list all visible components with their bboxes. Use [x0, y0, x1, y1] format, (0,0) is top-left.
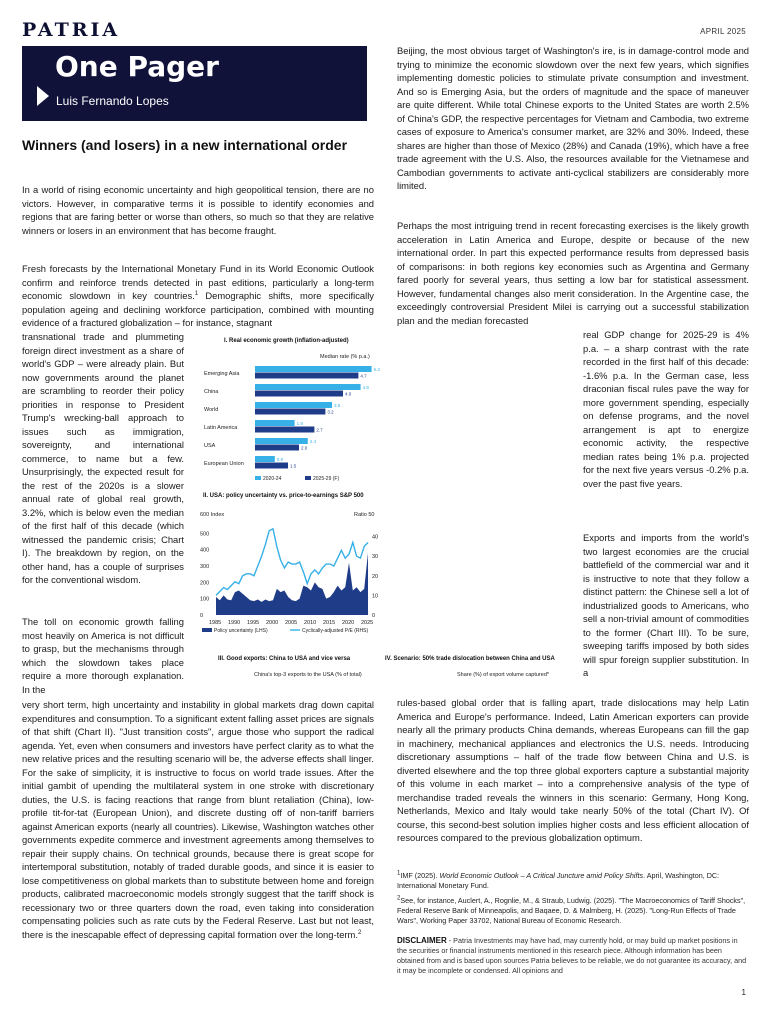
footnote-1-author: IMF (2025). — [400, 871, 440, 880]
page-number: 1 — [741, 988, 746, 997]
chart-1-bar — [255, 420, 295, 426]
chart-1-data-label: 3.5 — [334, 403, 341, 408]
footnote-1-title: World Economic Outlook – A Critical Juncture amid Policy Shifts — [439, 871, 644, 880]
left-paragraph-2-wrap: transnational trade and plummeting foreign direct investment as a share of world's GDP – were already plain. But now governments around the planet are scrambling to reorder their policy priorities in response to President Trump's wrecking-ball approach to issues such as immigration, sovereignty, and international commerce, to name but a few. Unsurprisingly, the expected result for the rest of the 2020s is a slower annual rate of global real growth, 3.2%, which is below even the median of the first half of this decade (which witnessed the pandemic crisis; Chart I). The breakdown by region, on the other hand, has a couple of surprises for the conventional wisdom. — [22, 331, 184, 585]
chart-1-data-label: 2.0 — [301, 445, 308, 451]
chart-1-category-label: European Union — [204, 461, 244, 467]
disclaimer — [397, 936, 747, 976]
right-paragraph-2-wrap: real GDP change for 2025-29 is 4% p.a. – a sharp contrast with the rate recorded in the first half of this decade: -1.6% p.a. In the German case, less draconian fiscal rules pave the way for more government spending, especially on defense programs, and the novel arrangement is apt to energize economic activity, the respective median rates being 1% p.a. projected for the next five years versus -0.2% p.a. over the past five years. — [583, 329, 749, 489]
chart-1-bar — [255, 391, 343, 397]
chart-1-legend-label: 2025-29 (F) — [313, 476, 340, 482]
footnote-1-source: . April, Washington, DC: International Monetary Fund. — [397, 871, 720, 890]
chart-2-left-tick-label: 100 — [200, 596, 210, 603]
chart-2-left-tick-label: 500 — [200, 531, 210, 538]
chart-2-x-tick-label: 1995 — [247, 620, 260, 626]
chart-2-right-tick-label: 20 — [372, 573, 379, 580]
chart-2-right-tick-label: 10 — [372, 593, 379, 600]
footnote-marker-1[interactable]: 1 — [194, 290, 199, 297]
chart-1-legend-swatch — [255, 476, 261, 480]
right-paragraph-1: Beijing, the most obvious target of Washington's ire, is in damage-control mode and trying to minimize the economic slowdown over the next few years, which signifies implementing domestic policies to stimulate private consumption and investment. And so is Emerging Asia, but the orders of magnitude and the space of maneuver are quite different. While total Chinese exports to the United States are worth 2.5% of China's GDP, the respective percentages for Vietnam and Cambodia, two extreme cases of exposure to America's consumer market, are 32% and 30%. Indeed, these shares are higher than those of Mexico (28%) and Canada (19%), which have a free trade agreement with the U.S. Also, the resources available for the Vietnamese and Cambodian governments to activate anti-cyclical stabilizers are considerably more limited. — [397, 45, 749, 191]
disclaimer-text: - Patria Investments may have had, may currently hold, or may build up market positions in the securities or financial instruments mentioned in this research piece. Although information has been obtained from and is based upon sources Patria believes to be reliable, we do not guarantee its accuracy, and it may be incomplete or condensed. All opinions and — [397, 936, 747, 975]
banner-title: One Pager — [55, 50, 219, 83]
chart-1-bar — [255, 456, 275, 462]
left-paragraph-2-text-cont: Demographic shifts, more specifically population ageing and declining workforce participation, combined with mounting evidence of a fractured globalization – for instance, stagnant — [22, 290, 374, 328]
footnote-marker-2[interactable]: 2 — [357, 929, 362, 936]
chart-1-bar — [255, 384, 361, 390]
chart-4-subtitle: Share (%) of export volume captured* — [457, 672, 550, 678]
chart-1-bar — [255, 409, 325, 415]
footnote-1 — [397, 871, 747, 891]
chart-1-data-label: 2.7 — [316, 427, 323, 433]
left-paragraph-2 — [22, 262, 374, 330]
chart-1-bar-chart — [200, 362, 380, 492]
chart-2-right-tick-label: 0 — [372, 613, 376, 619]
chart-2-legend-label: Policy uncertainty (LHS) — [214, 628, 268, 634]
chart-1-legend-swatch — [305, 476, 311, 480]
chart-1-legend-label: 2020-24 — [263, 476, 282, 482]
title-banner — [22, 46, 367, 121]
chart-2-x-tick-label: 2015 — [323, 620, 336, 626]
chart-2-x-tick-label: 2025 — [361, 620, 374, 626]
left-paragraph-3: The toll on economic growth falling most heavily on America is not difficult to grasp, but the mechanisms through which the slowdown takes place require a more thorough explanation. In the — [22, 616, 184, 695]
left-paragraph-3-text: very short term, high uncertainty and instability in global markets drag down capital expenditures and consumption. To a significant extent falling asset prices are signals of that shift (Chart II). "Just transition costs", argue those who support the radical agenda. Yet, even when consumers and investors have perfect clarity as to what the new relative prices and the resulting scenario will be, the adverse effects shall linger. For the sake of simplicity, it is instructive to focus on world trade issues. After the initial gambit of upending the multilateral system in one stroke with discretionary duties, the U.S. is facing reactions that range from blunt retaliation (China), low-profile tit-for-tat (European Union), and discrete dusting off of non-tariff barriers against American exports (nearly all countries). Likewise, Washington watches other governments expedite commerce and investment agreements among themselves to repair their supply chains. On technical grounds, because there is great scope for intertemporal substitution, notably of traded durable goods, and since it is easier to lose competitiveness on global markets than to substitute between home and foreign products, calibrated macroeconomic models strongly suggest that the tariff shock is recessionary two or three quarters down the road, even taking into consideration compensating policies such as rate cuts by the Federal Reserve. Last but not least, there is the inescapable effect of depressing capital formation over the long-term. — [22, 699, 374, 940]
chart-1-subtitle: Median rate (% p.a.) — [320, 354, 370, 360]
chart-1-bar — [255, 366, 372, 372]
article-headline: Winners (and losers) in a new international order — [22, 137, 348, 153]
right-paragraph-3: Exports and imports from the world's two largest economies are the crucial battlefield of the commercial war and it is instructive to note that they follow a distinct pattern: the Chinese sell a lot of industrialized goods to Americans, who sell a non-trivial amount of commodities to the former (Chart III). To be sure, sweeping tariffs imposed by both sides will spur foreign supplier substitution. In a — [583, 532, 749, 678]
chart-1-bar — [255, 373, 358, 379]
chart-1-bar — [255, 463, 288, 469]
chart-2-left-axis-label: 600 Index — [200, 512, 225, 518]
chart-2-x-tick-label: 1985 — [209, 620, 222, 626]
chart-2-line-chart — [198, 507, 388, 647]
chart-3-subtitle: China's top-3 exports to the USA (% of total) — [254, 672, 362, 678]
right-paragraph-3-cont: rules-based global order that is falling apart, trade dislocations may help Latin America and Europe's performance. Indeed, Latin American exporters can provide nearly all the primary products China demands, whereas Europeans can fill the gap in machinery, mechanical appliances and electronics the U.S. needs. Introducing discretionary assumptions – half of the trade flow between China and U.S. is diverted elsewhere and the top three global exporters capture a substantial majority of this volume in each market – into a comprehensive analysis of the type of merchandise traded reveals the winners in this scenario: Germany, Hong Kong, Netherlands, Mexico and Italy would take nearly 50% of the total (Chart IV). Of course, this second-best solution implies higher costs and less efficient allocation of resources compared to the previous globalization optimum. — [397, 697, 749, 843]
chart-1-data-label: 3.2 — [327, 409, 334, 415]
chart-2-left-tick-label: 200 — [200, 580, 210, 587]
footnote-1-number: 1 — [397, 870, 401, 877]
chart-2-right-tick-label: 40 — [372, 534, 379, 541]
chart-1-data-label: 4.0 — [345, 391, 352, 397]
chart-2-right-axis-label: Ratio 50 — [354, 512, 375, 518]
chart-1-bar — [255, 402, 332, 408]
chart-2-x-tick-label: 2010 — [304, 620, 317, 626]
chart-2-left-tick-label: 300 — [200, 564, 210, 570]
chart-2-x-tick-label: 1990 — [228, 620, 241, 626]
right-paragraph-2: Perhaps the most intriguing trend in recent forecasting exercises is the likely growth acceleration in Latin America and Europe, despite or because of the new international order. In part this expected performance results from depressed basis of comparisons: in both regions key economies such as Argentina and Germany fared poorly for several years, thus setting a low bar for statistical assessment. However, fundamental changes also merit consideration. In the Argentine case, the exceedingly controversial President Milei is carrying out a successful stabilization plan and the median forecasted — [397, 220, 749, 326]
chart-1-data-label: 1.5 — [290, 463, 297, 469]
chart-1-category-label: USA — [204, 443, 216, 449]
chart-2-pe-line — [216, 529, 368, 596]
author-name: Luis Fernando Lopes — [56, 94, 169, 108]
chart-1-data-label: 1.8 — [296, 421, 303, 426]
chart-2-left-tick-label: 0 — [200, 613, 204, 619]
chart-1-title: I. Real economic growth (inflation-adjusted) — [224, 338, 349, 344]
chart-1-bar — [255, 438, 308, 444]
chart-2-x-tick-label: 2000 — [266, 620, 279, 626]
chart-1-data-label: 5.3 — [373, 367, 380, 372]
chart-2-x-tick-label: 2005 — [285, 620, 298, 626]
footnote-2-text: See, for instance, Auclert, A., Rognlie, M., & Straub, Ludwig. (2025). "The Macroeconomics of Tariff Shocks", Federal Reserve Bank of Minneapolis, and Baqaee, D. & Malmberg, H. (2025). "Long-Run Effects of Trade Wars", Working Paper 33702, National Bureau of Economic Research. — [397, 896, 746, 925]
chart-2-legend-label: Cyclically-adjusted P/E (RHS) — [302, 628, 369, 634]
chart-1-category-label: Emerging Asia — [204, 371, 240, 377]
left-paragraph-1: In a world of rising economic uncertainty and high geopolitical tension, there are no victors. However, in comparative terms it is possible to identify economies and regions that are faring better or worse than others, so much so that they are relative winners or losers in an environment that has become fraught. — [22, 184, 374, 236]
chart-2-x-tick-label: 2020 — [342, 620, 355, 626]
left-paragraph-2-text: Fresh forecasts by the International Monetary Fund in its World Economic Outlook confirm and reinforce trends detected in past editions, particularly a long-term economic slowdown in key countries. — [22, 263, 374, 301]
chart-1-category-label: World — [204, 407, 219, 413]
footnote-2-number: 2 — [397, 895, 401, 902]
footnote-2 — [397, 896, 747, 926]
chart-1-bar — [255, 427, 314, 433]
chart-2-legend-swatch — [202, 628, 212, 632]
disclaimer-label: DISCLAIMER — [397, 936, 447, 945]
left-paragraph-3-cont — [22, 698, 374, 941]
chart-3-title: III. Good exports: China to USA and vice versa — [218, 656, 351, 662]
chart-1-bar — [255, 445, 299, 451]
publication-date: APRIL 2025 — [700, 27, 746, 36]
chart-2-left-tick-label: 400 — [200, 547, 210, 554]
chart-2-title: II. USA: policy uncertainty vs. price-to-earnings S&P 500 — [203, 493, 364, 499]
chart-1-data-label: 0.9 — [276, 457, 284, 462]
chart-1-data-label: 2.4 — [309, 439, 317, 444]
chart-1-category-label: China — [204, 389, 219, 395]
chart-1-category-label: Latin America — [204, 425, 238, 431]
chart-2-right-tick-label: 30 — [372, 554, 379, 561]
chart-4-title: IV. Scenario: 50% trade dislocation between China and USA — [385, 656, 555, 662]
chart-1-data-label: 4.7 — [360, 373, 367, 379]
chevron-right-icon — [37, 86, 49, 106]
chart-1-data-label: 4.8 — [362, 385, 369, 390]
patria-logo: PATRIA — [22, 19, 121, 41]
